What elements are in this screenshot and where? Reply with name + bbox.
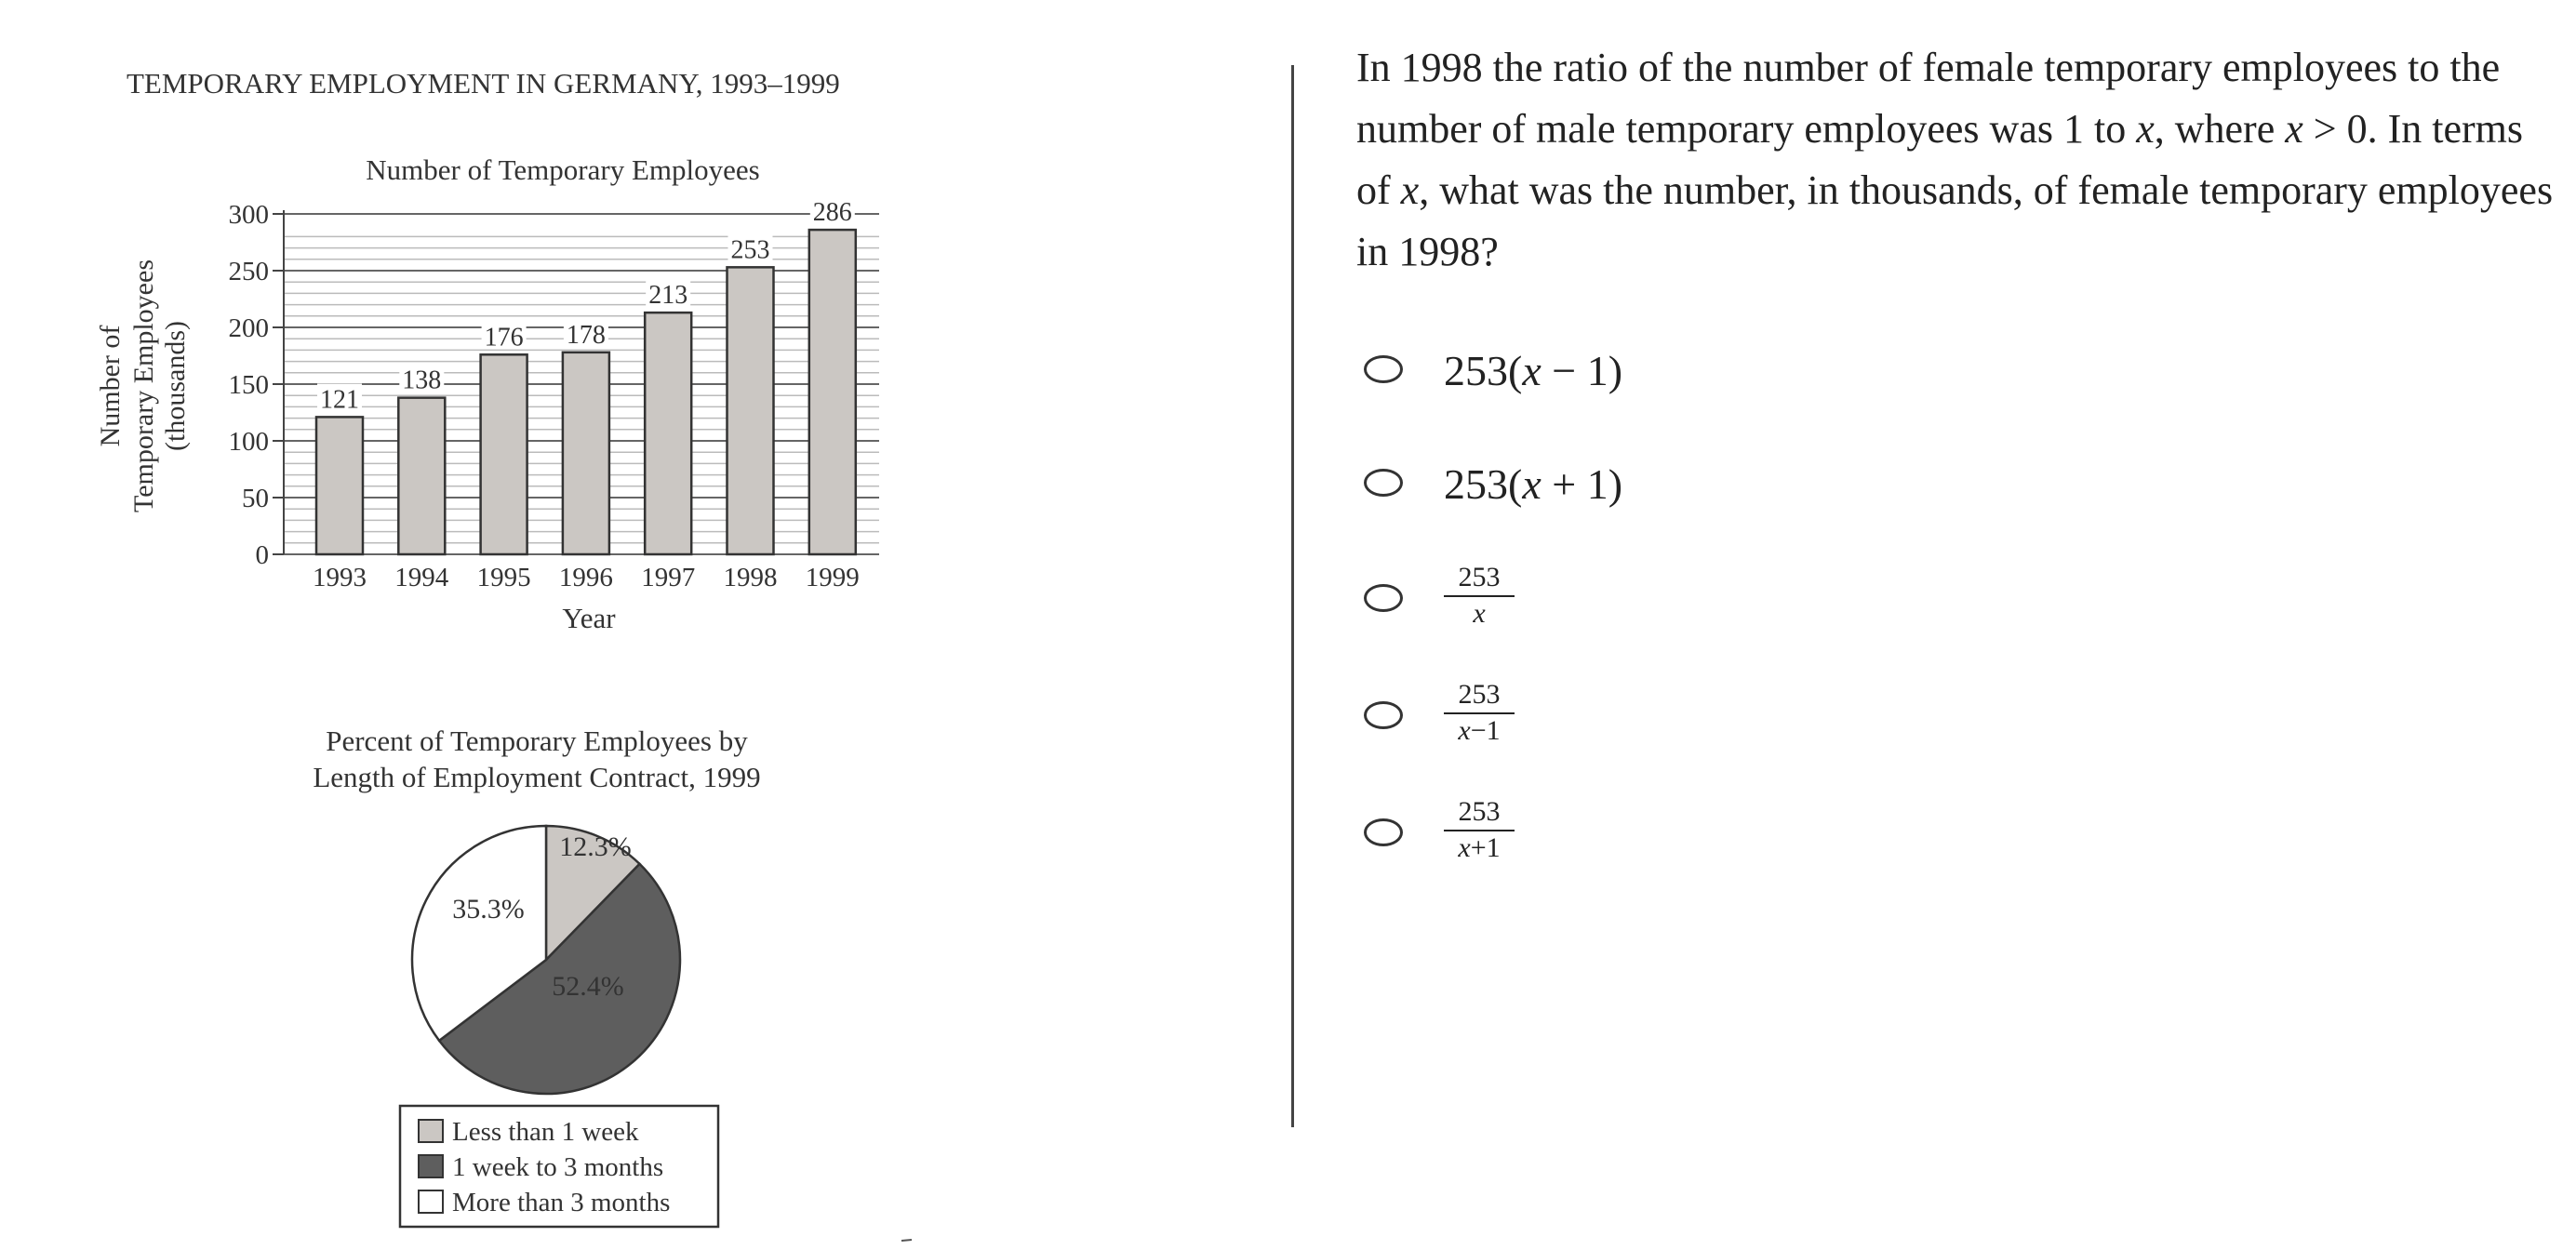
bar-chart-y-label [95,259,191,512]
x-tick-label: 1994 [394,563,449,592]
legend-label: More than 3 months [452,1188,671,1217]
pie-value-label: 35.3% [452,894,525,924]
choice-c-radio[interactable] [1364,584,1403,612]
y-axis-label-line: Temporary Employees [128,259,159,512]
figure-panel [0,0,1284,1250]
pie-chart-legend [400,1106,718,1227]
bar-value-label: 138 [402,366,442,395]
bar-value-label: 253 [730,235,770,265]
question-panel [1356,37,2556,863]
y-tick-label: 200 [228,313,269,343]
x-tick-label: 1998 [723,563,778,592]
bar [809,230,856,554]
bar [563,352,609,554]
choice-a[interactable] [1356,333,2008,417]
y-tick-label: 250 [228,257,269,286]
choice-d[interactable] [1356,675,2008,759]
choice-a-label: 253(x − 1) [1444,347,1623,394]
figure-main-title: TEMPORARY EMPLOYMENT IN GERMANY, 1993–1999 [127,67,840,100]
choice-e[interactable] [1356,792,2008,876]
legend-swatch [419,1155,443,1177]
pie-chart [412,826,680,1094]
choice-d-radio[interactable] [1364,701,1403,729]
y-axis-label-line: Number of [95,325,126,447]
x-tick-label: 1997 [641,563,696,592]
pie-value-label: 12.3% [559,831,632,862]
choice-b-radio[interactable] [1364,469,1403,497]
legend-label: 1 week to 3 months [452,1152,664,1182]
bar [645,312,691,554]
bar-value-label: 121 [320,385,359,415]
y-axis-label-line: (thousands) [160,321,191,451]
x-tick-label: 1996 [558,563,613,592]
y-tick-label: 50 [242,484,269,513]
choice-a-radio[interactable] [1364,355,1403,383]
legend-swatch [419,1120,443,1142]
panel-divider [1291,65,1294,1127]
x-tick-label: 1999 [805,563,860,592]
choice-b-label: 253(x + 1) [1444,460,1623,508]
stray-mark [901,1240,912,1241]
y-tick-label: 150 [228,370,269,400]
y-tick-label: 0 [255,540,269,570]
choice-c-label: $\frac{253}{x}$ [1444,562,1515,631]
question-text: In 1998 the ratio of the number of female temporary employees to the number of male temporary employees was 1 to x, where x > 0. In terms of x, what was the number, in thousands, of female temporary employees in 1998? [1356,45,2554,274]
choice-d-label: $\frac{253}{x-1}$ [1444,679,1515,748]
legend-swatch [419,1190,443,1213]
employment-figure [0,0,1284,1250]
choice-b[interactable] [1356,446,2008,530]
bar-chart-title: Number of Temporary Employees [366,153,760,186]
choice-c[interactable] [1356,560,2008,644]
x-tick-label: 1995 [476,563,531,592]
y-tick-label: 100 [228,427,269,457]
bar-value-label: 178 [566,320,606,350]
pie-chart-title-line1: Percent of Temporary Employees by [326,725,748,757]
bar-value-label: 213 [648,281,688,311]
bar [316,417,363,554]
choice-e-radio[interactable] [1364,818,1403,846]
legend-label: Less than 1 week [452,1117,639,1147]
bar-chart-x-label: Year [562,602,616,634]
bar [398,398,445,554]
bar [727,267,774,554]
bar-chart-plot-area [229,196,880,592]
choice-e-label: $\frac{253}{x+1}$ [1444,796,1515,865]
x-tick-label: 1993 [313,563,367,592]
y-tick-label: 300 [228,200,269,230]
bar-value-label: 176 [484,323,524,352]
bar [481,354,527,554]
bar-value-label: 286 [812,198,852,228]
pie-value-label: 52.4% [552,971,624,1002]
pie-chart-title-line2: Length of Employment Contract, 1999 [313,761,761,793]
